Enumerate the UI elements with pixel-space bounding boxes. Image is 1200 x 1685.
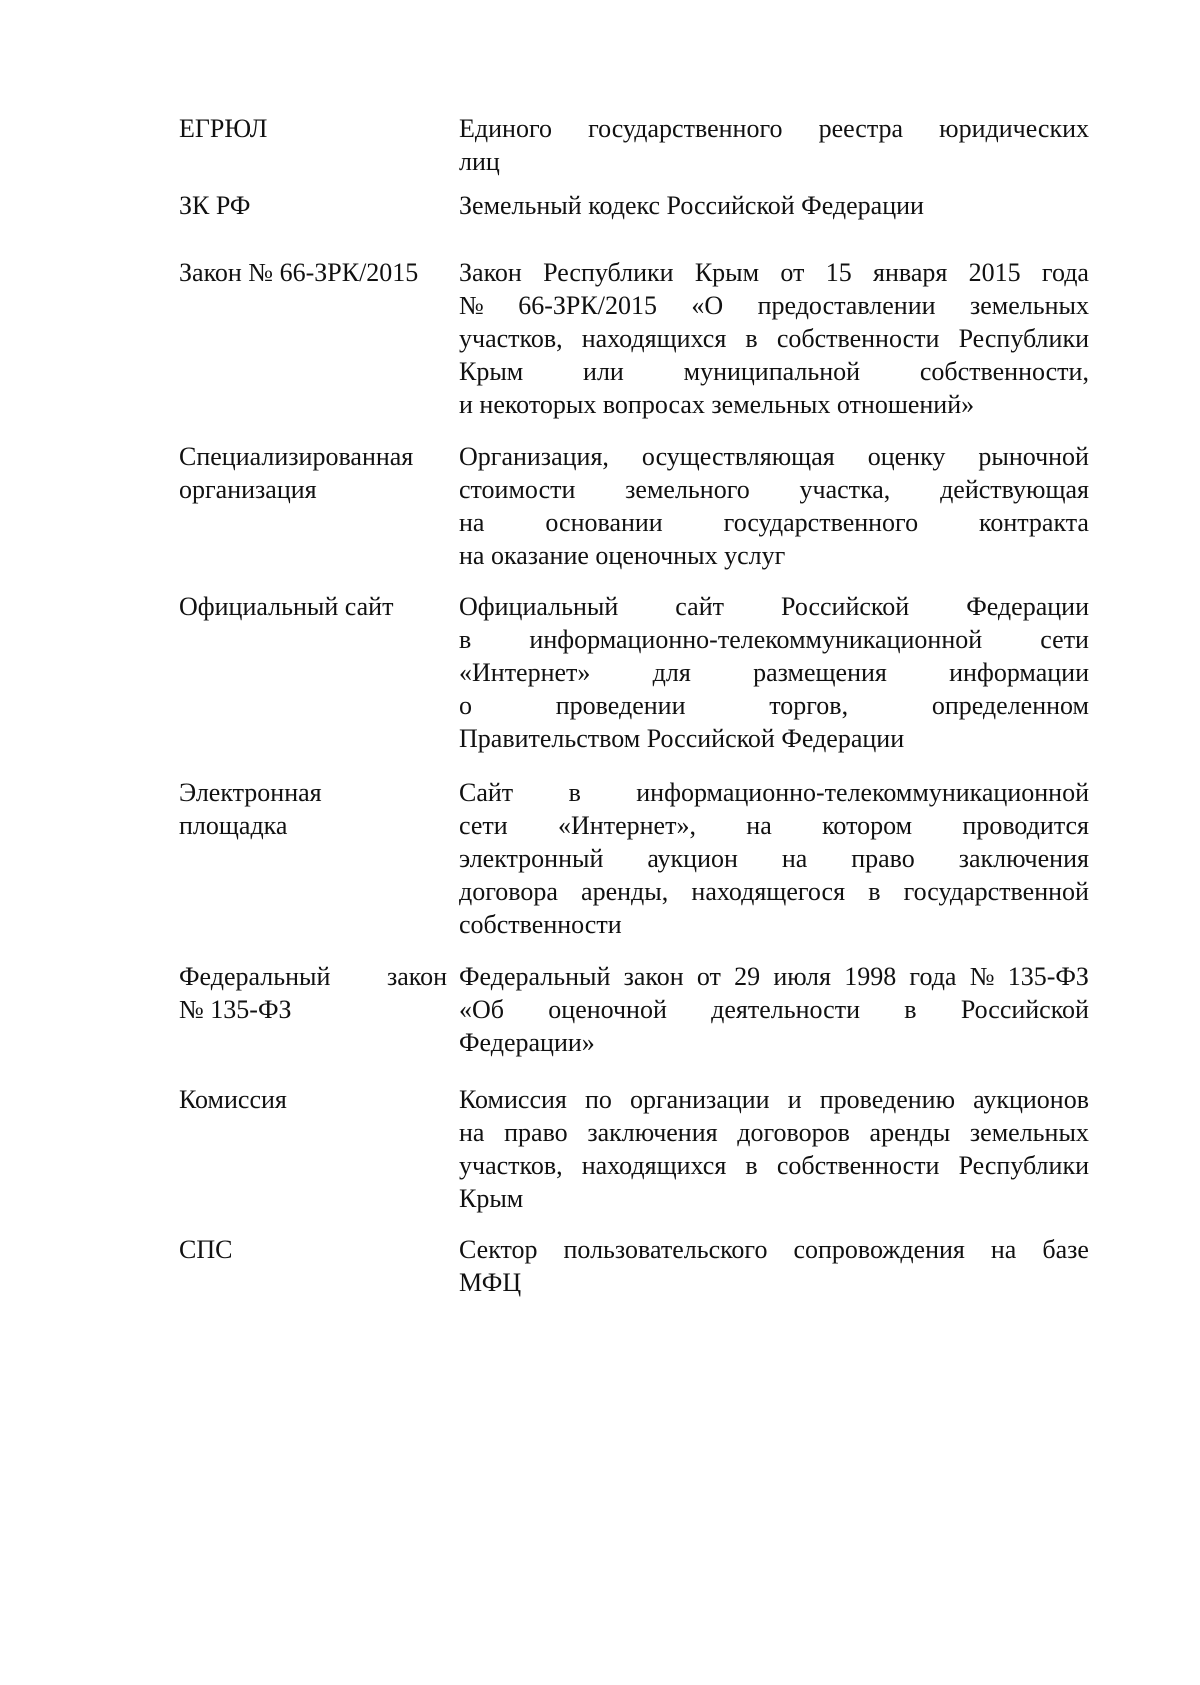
glossary-definition	[459, 440, 1089, 572]
glossary-definition	[459, 1233, 1089, 1299]
glossary-term	[179, 1233, 447, 1266]
definition-line: Единого государственного реестра юридических	[459, 114, 1089, 143]
glossary-definition	[459, 960, 1089, 1059]
definition-line: Федерации»	[459, 1028, 595, 1057]
definition-line: «Об оценочной деятельности в Российской	[459, 995, 1089, 1024]
term-line: № 135-ФЗ	[179, 995, 292, 1024]
term-line: Специализированная	[179, 442, 414, 471]
definition-line: стоимости земельного участка, действующая	[459, 475, 1089, 504]
definition-line: о проведении торгов, определенном	[459, 691, 1089, 720]
definition-line: договора аренды, находящегося в государственной	[459, 877, 1089, 906]
term-line: ЕГРЮЛ	[179, 114, 268, 143]
definition-line: «Интернет» для размещения информации	[459, 658, 1089, 687]
definition-line: Официальный сайт Российской Федерации	[459, 592, 1089, 621]
glossary-definition	[459, 776, 1089, 941]
definition-line: МФЦ	[459, 1268, 522, 1297]
definition-line: и некоторых вопросах земельных отношений»	[459, 390, 975, 419]
glossary-term	[179, 440, 447, 506]
definition-line: электронный аукцион на право заключения	[459, 844, 1089, 873]
glossary-term	[179, 776, 447, 842]
definition-line: на основании государственного контракта	[459, 508, 1089, 537]
definition-line: в информационно-телекоммуникационной сети	[459, 625, 1089, 654]
definition-line: № 66-ЗРК/2015 «О предоставлении земельных	[459, 291, 1089, 320]
term-line: ЗК РФ	[179, 191, 251, 220]
definition-line: Крым	[459, 1184, 524, 1213]
glossary-term	[179, 256, 447, 289]
definition-line: Сайт в информационно-телекоммуникационной	[459, 778, 1089, 807]
definition-line: Закон Республики Крым от 15 января 2015 года	[459, 258, 1089, 287]
definition-line: Федеральный закон от 29 июля 1998 года № 135-ФЗ	[459, 962, 1089, 991]
definition-line: участков, находящихся в собственности Республики	[459, 1151, 1089, 1180]
term-line: СПС	[179, 1235, 233, 1264]
glossary-term	[179, 189, 447, 222]
term-line: площадка	[179, 811, 288, 840]
term-line: Закон № 66-ЗРК/2015	[179, 258, 419, 287]
definition-line: сети «Интернет», на котором проводится	[459, 811, 1089, 840]
definition-line: участков, находящихся в собственности Республики	[459, 324, 1089, 353]
glossary-definition	[459, 256, 1089, 421]
term-line: Федеральный закон	[179, 962, 447, 991]
glossary-definition	[459, 112, 1089, 178]
glossary-term	[179, 960, 447, 1026]
definition-line: Организация, осуществляющая оценку рыночной	[459, 442, 1089, 471]
glossary-term	[179, 1083, 447, 1116]
glossary-term	[179, 112, 447, 145]
glossary-definition	[459, 1083, 1089, 1215]
term-line: организация	[179, 475, 317, 504]
definition-line: Земельный кодекс Российской Федерации	[459, 191, 924, 220]
definition-line: собственности	[459, 910, 622, 939]
term-line: Комиссия	[179, 1085, 287, 1114]
glossary-definition	[459, 590, 1089, 755]
definition-line: Крым или муниципальной собственности,	[459, 357, 1089, 386]
definition-line: лиц	[459, 147, 500, 176]
definition-line: на право заключения договоров аренды земельных	[459, 1118, 1089, 1147]
term-line: Электронная	[179, 778, 322, 807]
glossary-definition	[459, 189, 1089, 222]
definition-line: Комиссия по организации и проведению аукционов	[459, 1085, 1089, 1114]
definition-line: на оказание оценочных услуг	[459, 541, 786, 570]
term-line: Официальный сайт	[179, 592, 394, 621]
definition-line: Сектор пользовательского сопровождения на базе	[459, 1235, 1089, 1264]
glossary-term	[179, 590, 447, 623]
definition-line: Правительством Российской Федерации	[459, 724, 905, 753]
